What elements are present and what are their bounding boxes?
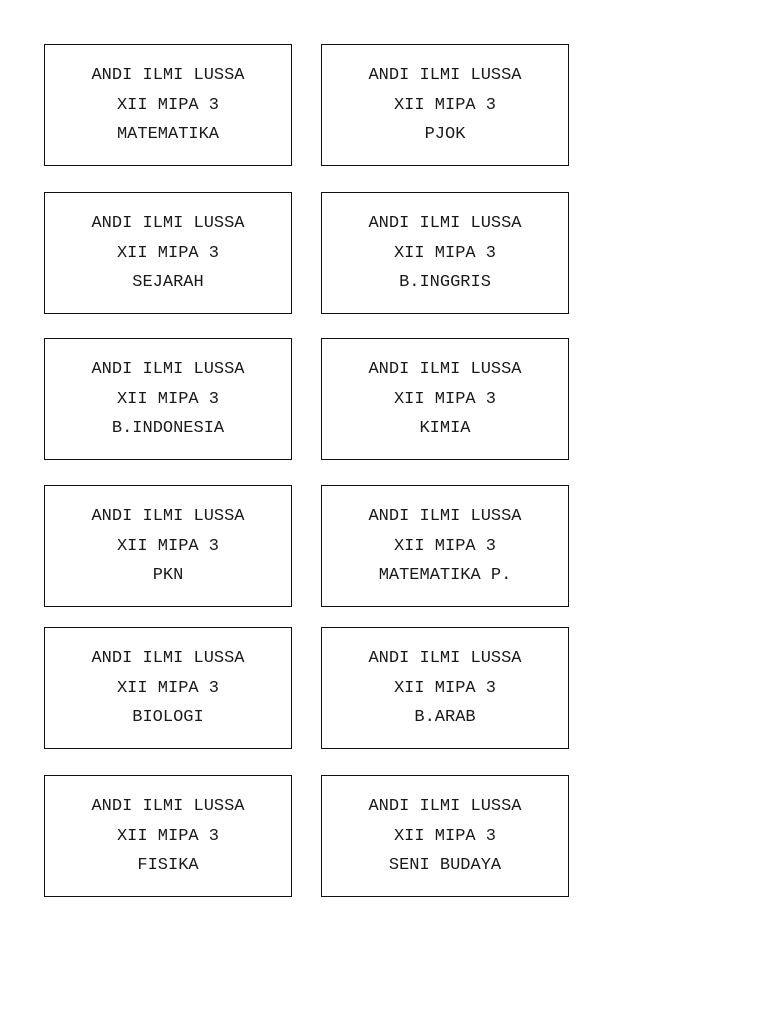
label-subject: BIOLOGI [132,708,204,727]
book-label [321,192,569,314]
book-label [44,775,292,897]
book-label [321,627,569,749]
label-student-name: ANDI ILMI LUSSA [368,649,522,668]
label-class: XII MIPA 3 [393,678,497,698]
label-class: XII MIPA 3 [116,536,220,556]
label-student-name: ANDI ILMI LUSSA [91,214,245,233]
label-class: XII MIPA 3 [393,826,497,846]
label-class: XII MIPA 3 [116,243,220,263]
book-label [44,627,292,749]
label-class: XII MIPA 3 [116,826,220,846]
label-class: XII MIPA 3 [116,95,220,115]
label-student-name: ANDI ILMI LUSSA [91,797,245,816]
label-student-name: ANDI ILMI LUSSA [368,214,522,233]
label-subject: SEJARAH [132,273,204,292]
label-class: XII MIPA 3 [393,95,497,115]
book-label [321,44,569,166]
label-subject: FISIKA [137,856,199,875]
label-subject: PJOK [424,125,466,144]
label-subject: MATEMATIKA [116,125,220,144]
label-class: XII MIPA 3 [116,389,220,409]
label-student-name: ANDI ILMI LUSSA [368,797,522,816]
book-label [44,338,292,460]
label-class: XII MIPA 3 [116,678,220,698]
book-label [321,338,569,460]
label-subject: MATEMATIKA P. [378,566,512,585]
label-student-name: ANDI ILMI LUSSA [91,649,245,668]
label-student-name: ANDI ILMI LUSSA [368,360,522,379]
label-class: XII MIPA 3 [393,389,497,409]
label-class: XII MIPA 3 [393,243,497,263]
label-subject: PKN [152,566,184,585]
label-student-name: ANDI ILMI LUSSA [91,66,245,85]
label-student-name: ANDI ILMI LUSSA [368,66,522,85]
book-label [44,192,292,314]
label-subject: SENI BUDAYA [388,856,502,875]
book-label [44,485,292,607]
label-student-name: ANDI ILMI LUSSA [368,507,522,526]
label-class: XII MIPA 3 [393,536,497,556]
book-label [44,44,292,166]
book-label [321,775,569,897]
label-subject: KIMIA [419,419,471,438]
label-subject: B.INDONESIA [111,419,225,438]
label-subject: B.ARAB [414,708,476,727]
label-subject: B.INGGRIS [399,273,491,292]
book-label [321,485,569,607]
label-student-name: ANDI ILMI LUSSA [91,360,245,379]
label-student-name: ANDI ILMI LUSSA [91,507,245,526]
